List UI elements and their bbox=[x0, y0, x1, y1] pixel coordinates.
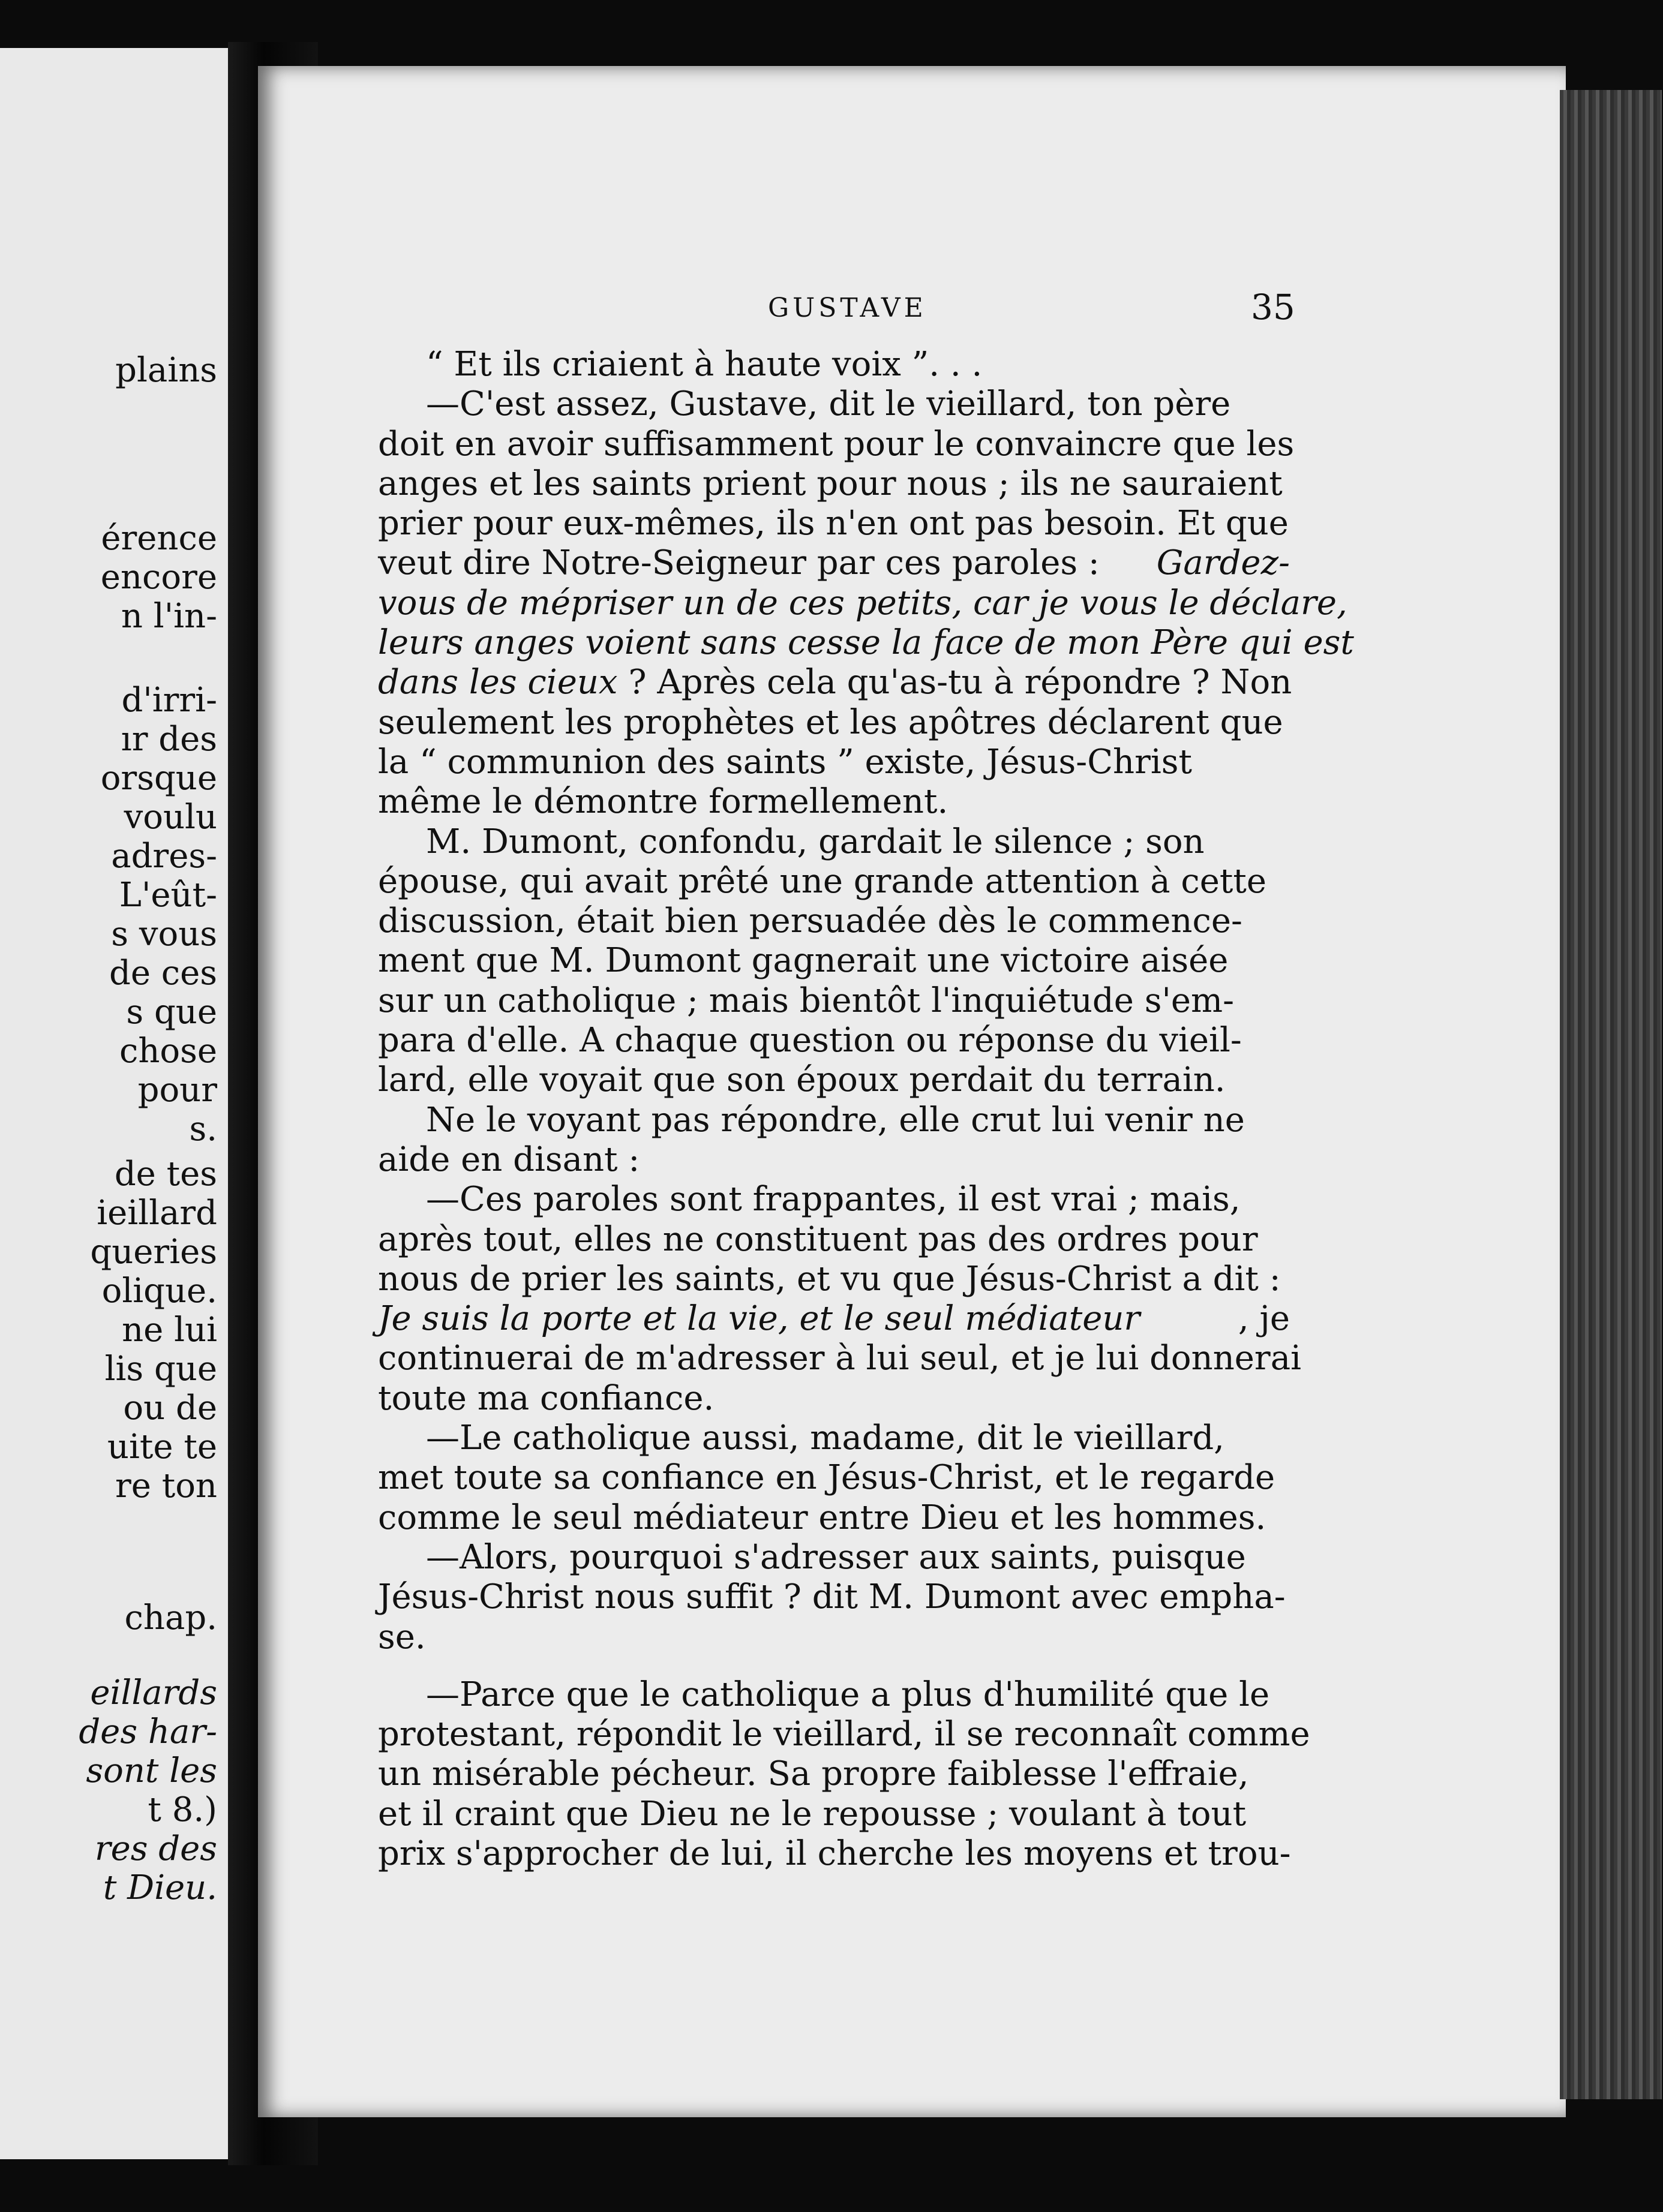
text-line-content: veut dire Notre-Seigneur par ces paroles : bbox=[378, 543, 1100, 583]
left-page-fragment: de ces bbox=[109, 954, 217, 993]
text-line-content: seulement les prophètes et les apôtres déclarent que bbox=[378, 702, 1283, 742]
text-line bbox=[378, 384, 1290, 424]
text-line bbox=[378, 1260, 1290, 1299]
text-line bbox=[378, 1834, 1290, 1874]
left-page-fragment: lis que bbox=[104, 1350, 217, 1388]
left-page-fragment: re ton bbox=[115, 1466, 217, 1505]
text-line-content: après tout, elles ne constituent pas des ordres pour bbox=[378, 1219, 1258, 1259]
text-line bbox=[378, 1498, 1290, 1538]
text-line-content: la “ communion des saints ” existe, Jésus-Christ bbox=[378, 742, 1193, 782]
left-page-fragment: ieillard bbox=[97, 1194, 217, 1233]
left-page-fragment: encore bbox=[100, 558, 217, 597]
left-page-fragment: s. bbox=[189, 1110, 217, 1149]
text-line bbox=[378, 822, 1290, 862]
text-line-italic: Gardez- bbox=[1156, 543, 1290, 583]
text-line bbox=[378, 1538, 1290, 1577]
left-page-fragment: adres- bbox=[111, 837, 217, 876]
body-text bbox=[378, 345, 1354, 1874]
left-page-fragment: ou de bbox=[123, 1388, 217, 1427]
left-page-fragment: uite te bbox=[107, 1427, 217, 1466]
text-line-content: —Ces paroles sont frappantes, il est vrai ; mais, bbox=[426, 1180, 1241, 1219]
text-line-content: —C'est assez, Gustave, dit le vieillard, ton père bbox=[426, 384, 1231, 424]
left-page-fragment: érence bbox=[101, 519, 217, 558]
left-page-fragment: queries bbox=[90, 1233, 217, 1272]
left-page-fragment: ır des bbox=[121, 720, 217, 759]
left-page-fragment: olique. bbox=[101, 1272, 217, 1311]
text-line bbox=[378, 941, 1290, 981]
left-page-fragment: s vous bbox=[111, 915, 217, 954]
left-page-fragment: res des bbox=[94, 1829, 217, 1868]
text-line-content: Ne le voyant pas répondre, elle crut lui venir ne bbox=[426, 1100, 1245, 1140]
text-line-content: lard, elle voyait que son époux perdait du terrain. bbox=[378, 1060, 1226, 1100]
text-line bbox=[378, 901, 1290, 941]
text-line bbox=[378, 1339, 1301, 1378]
text-line-content: para d'elle. A chaque question ou réponse du vieil- bbox=[378, 1021, 1242, 1060]
left-page-fragment: de tes bbox=[114, 1155, 217, 1194]
text-line bbox=[378, 1675, 1290, 1715]
text-line bbox=[378, 1220, 1290, 1260]
text-line-content: , je bbox=[1238, 1299, 1290, 1339]
left-page-fragment: pour bbox=[137, 1071, 217, 1110]
text-line bbox=[378, 663, 1290, 702]
text-line bbox=[378, 504, 1290, 543]
left-page-fragment: plains bbox=[115, 351, 217, 390]
text-line bbox=[378, 1180, 1290, 1219]
text-line-content: et il craint que Dieu ne le repousse ; voulant à tout bbox=[378, 1794, 1247, 1834]
left-page-fragment: voulu bbox=[124, 798, 217, 837]
text-line bbox=[378, 1379, 1290, 1418]
left-page-fragment: orsque bbox=[100, 759, 217, 798]
left-page-fragment: chose bbox=[119, 1032, 217, 1071]
left-page-fragment: eillards bbox=[90, 1673, 217, 1712]
text-line bbox=[378, 1060, 1290, 1100]
left-page-fragment: t Dieu. bbox=[103, 1868, 217, 1907]
text-line-content: sur un catholique ; mais bientôt l'inquiétude s'em- bbox=[378, 981, 1235, 1020]
text-line-content: se. bbox=[378, 1617, 426, 1657]
page-edge bbox=[1560, 90, 1662, 2099]
text-line-content: continuerai de m'adresser à lui seul, et je lui donnerai bbox=[378, 1339, 1301, 1378]
text-line-content: —Alors, pourquoi s'adresser aux saints, puisque bbox=[426, 1537, 1246, 1577]
running-head: GUSTAVE bbox=[768, 293, 927, 323]
text-line bbox=[378, 1140, 1290, 1180]
left-page-fragment: n l'in- bbox=[121, 597, 217, 636]
text-line bbox=[378, 1795, 1290, 1834]
text-line bbox=[378, 1299, 1290, 1339]
left-facing-page bbox=[0, 48, 228, 2159]
text-line-content: M. Dumont, confondu, gardait le silence ; son bbox=[426, 822, 1205, 861]
left-page-fragment: sont les bbox=[86, 1751, 217, 1790]
left-page-fragment: s que bbox=[126, 993, 217, 1032]
text-line-content: doit en avoir suffisamment pour le convaincre que les bbox=[378, 424, 1295, 464]
text-line-content: nous de prier les saints, et vu que Jésus-Christ a dit : bbox=[378, 1259, 1281, 1299]
text-line-content: leurs anges voient sans cesse la face de mon Père qui est bbox=[378, 623, 1354, 663]
text-line-content: épouse, qui avait prêté une grande attention à cette bbox=[378, 861, 1267, 901]
text-line-content: ? Après cela qu'as-tu à répondre ? Non bbox=[628, 663, 1292, 702]
text-line bbox=[378, 464, 1290, 504]
text-line-italic: dans les cieux bbox=[378, 663, 618, 702]
text-line-content: anges et les saints prient pour nous ; ils ne sauraient bbox=[378, 464, 1283, 503]
left-page-fragment: L'eût- bbox=[119, 876, 217, 915]
text-line bbox=[378, 1101, 1290, 1140]
text-line bbox=[378, 703, 1290, 743]
left-page-fragment: chap. bbox=[124, 1598, 217, 1637]
text-line-content: —Parce que le catholique a plus d'humilité que le bbox=[426, 1675, 1270, 1714]
left-page-fragment: d'irri- bbox=[121, 681, 217, 720]
text-line bbox=[378, 1715, 1310, 1754]
text-line bbox=[378, 862, 1290, 901]
left-page-fragment: ne lui bbox=[122, 1311, 217, 1350]
text-line bbox=[378, 1618, 1290, 1657]
text-line bbox=[378, 1418, 1290, 1458]
text-line bbox=[378, 1458, 1290, 1498]
left-page-fragment: t 8.) bbox=[148, 1790, 217, 1829]
text-line bbox=[378, 1577, 1290, 1617]
text-line-content: —Le catholique aussi, madame, dit le vieillard, bbox=[426, 1418, 1224, 1458]
text-line-content: même le démontre formellement. bbox=[378, 782, 948, 822]
text-line-content: “ Et ils criaient à haute voix ”. . . bbox=[426, 345, 983, 384]
page-number: 35 bbox=[1251, 287, 1295, 327]
text-line-content: protestant, répondit le vieillard, il se reconnaît comme bbox=[378, 1715, 1310, 1754]
text-line-content: discussion, était bien persuadée dès le commence- bbox=[378, 901, 1242, 941]
text-line bbox=[378, 345, 1290, 384]
text-line-italic: Je suis la porte et la vie, et le seul médiateur bbox=[378, 1299, 1140, 1339]
text-line-content: un misérable pécheur. Sa propre faiblesse l'effraie, bbox=[378, 1754, 1249, 1794]
text-line bbox=[378, 543, 1290, 583]
text-line-content: prier pour eux-mêmes, ils n'en ont pas besoin. Et que bbox=[378, 504, 1289, 543]
text-line-content: Jésus-Christ nous suffit ? dit M. Dumont avec empha- bbox=[378, 1577, 1286, 1617]
text-line bbox=[378, 743, 1290, 782]
text-line-content: vous de mépriser un de ces petits, car je vous le déclare, bbox=[378, 583, 1347, 623]
left-page-fragment: des har- bbox=[79, 1712, 217, 1751]
paragraph-gap bbox=[378, 1657, 1290, 1675]
text-line-content: prix s'approcher de lui, il cherche les moyens et trou- bbox=[378, 1834, 1291, 1873]
text-line bbox=[378, 583, 1347, 623]
text-line-content: aide en disant : bbox=[378, 1140, 640, 1179]
text-line-content: toute ma confiance. bbox=[378, 1378, 715, 1418]
text-line bbox=[378, 782, 1290, 822]
text-line-content: met toute sa confiance en Jésus-Christ, et le regarde bbox=[378, 1458, 1275, 1498]
text-line-content: comme le seul médiateur entre Dieu et les hommes. bbox=[378, 1498, 1266, 1537]
text-line bbox=[378, 623, 1354, 663]
text-line bbox=[378, 1754, 1290, 1794]
text-line bbox=[378, 981, 1290, 1021]
text-line bbox=[378, 424, 1295, 464]
text-line bbox=[378, 1021, 1290, 1060]
text-line-content: ment que M. Dumont gagnerait une victoire aisée bbox=[378, 941, 1229, 981]
